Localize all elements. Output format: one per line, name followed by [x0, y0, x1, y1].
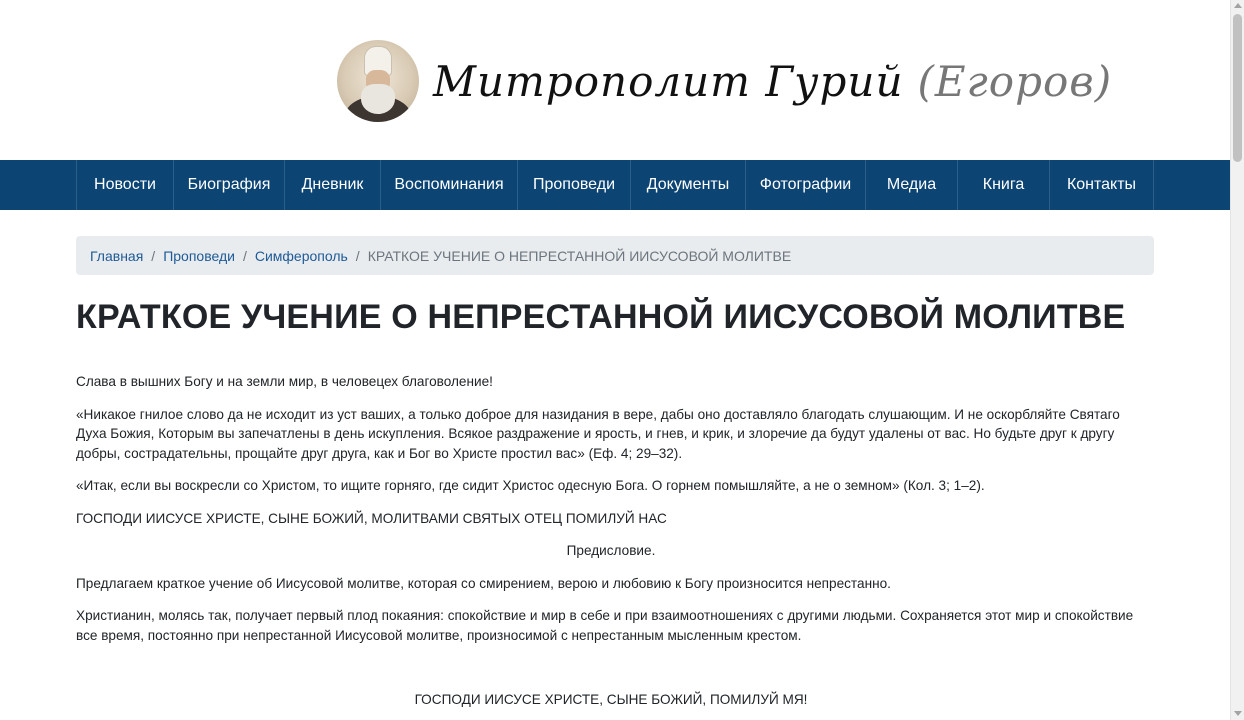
- nav-item-photos[interactable]: Фотографии: [746, 160, 866, 210]
- scroll-up-arrow-icon[interactable]: [1234, 3, 1242, 8]
- article-paragraph: ГОСПОДИ ИИСУСЕ ХРИСТЕ, СЫНЕ БОЖИЙ, МОЛИТВАМИ СВЯТЫХ ОТЕЦ ПОМИЛУЙ НАС: [76, 510, 667, 526]
- logo-name: Митрополит Гурий: [433, 56, 904, 106]
- article-paragraph: «Итак, если вы воскресли со Христом, то ищите горняго, где сидит Христос одесную Бога. О горнем помышляйте, а не о земном» (Кол. 3; 1–2).: [76, 478, 985, 493]
- article-paragraph: Слава в вышних Богу и на земли мир, в человецех благоволение!: [76, 374, 493, 389]
- nav-item-media[interactable]: Медиа: [866, 160, 958, 210]
- breadcrumb-sermons[interactable]: Проповеди: [163, 247, 235, 264]
- breadcrumb-city[interactable]: Симферополь: [254, 247, 348, 264]
- breadcrumb-separator: /: [242, 247, 247, 264]
- nav-item-diary[interactable]: Дневник: [285, 160, 381, 210]
- site-logo[interactable]: [337, 39, 1113, 123]
- article-paragraph: «Никакое гнилое слово да не исходит из уст ваших, а только доброе для назидания в вере, дабы оно доставляло благодать слушающим. И не оскорбляйте Святаго Духа Божия, Которым вы запечатлены в день искупления. Всякое раздражение и ярость, и гнев, и крик, и злоречие да будут удалены от вас. Но будьте друг к другу добры, сострадательны, прощайте друг друга, как и Бог во Христе простил вас» (Еф. 4; 29–32).: [76, 406, 1120, 461]
- nav-item-news[interactable]: Новости: [77, 160, 174, 210]
- site-header: [0, 0, 1230, 160]
- scroll-down-arrow-icon[interactable]: [1234, 711, 1242, 716]
- vertical-scrollbar[interactable]: [1230, 0, 1244, 720]
- breadcrumb-current: КРАТКОЕ УЧЕНИЕ О НЕПРЕСТАННОЙ ИИСУСОВОЙ МОЛИТВЕ: [367, 247, 792, 264]
- breadcrumb-separator: /: [151, 247, 156, 264]
- nav-item-biography[interactable]: Биография: [174, 160, 285, 210]
- nav-item-contacts[interactable]: Контакты: [1050, 160, 1154, 210]
- article-paragraph: Христианин, молясь так, получает первый плод покаяния: спокойствие и мир в себе и при взаимоотношениях с другими людьми. Сохраняется этот мир и спокойствие все время, постоянно при непрестанной Иисусовой молитве, произносимой с непрестанным мысленным крестом.: [76, 608, 1134, 643]
- nav-items: [76, 160, 1154, 210]
- article-prayer: ГОСПОДИ ИИСУСЕ ХРИСТЕ, СЫНЕ БОЖИЙ, ПОМИЛУЙ МЯ!: [414, 692, 808, 707]
- logo-subtitle: (Егоров): [917, 56, 1113, 106]
- article-section-heading: Предисловие.: [566, 543, 656, 558]
- nav-item-documents[interactable]: Документы: [631, 160, 746, 210]
- breadcrumb-home[interactable]: Главная: [90, 247, 144, 264]
- page-title: КРАТКОЕ УЧЕНИЕ О НЕПРЕСТАННОЙ ИИСУСОВОЙ МОЛИТВЕ: [76, 298, 1126, 336]
- scrollbar-thumb[interactable]: [1233, 14, 1242, 162]
- breadcrumb: [76, 236, 1154, 275]
- article-paragraph: Предлагаем краткое учение об Иисусовой молитве, которая со смирением, верою и любовию к Богу произносится непрестанно.: [76, 575, 891, 591]
- nav-item-book[interactable]: Книга: [958, 160, 1050, 210]
- logo-title: [433, 57, 1112, 106]
- main-nav: [0, 160, 1230, 210]
- article-body: [76, 372, 1146, 720]
- breadcrumb-separator: /: [355, 247, 360, 264]
- metropolitan-portrait-icon: [337, 40, 419, 122]
- nav-item-memories[interactable]: Воспоминания: [381, 160, 518, 210]
- nav-item-sermons[interactable]: Проповеди: [518, 160, 631, 210]
